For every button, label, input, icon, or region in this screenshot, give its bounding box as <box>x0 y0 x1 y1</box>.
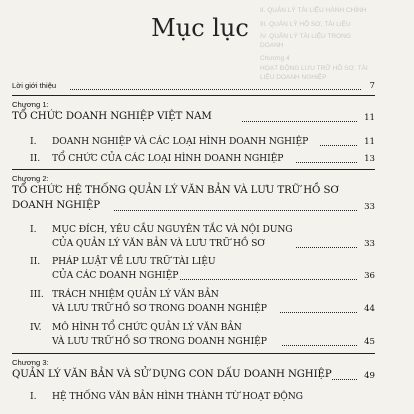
bleed-line: II. QUẢN LÝ TÀI LIỆU HÀNH CHÍNH <box>260 7 367 14</box>
item-text: VÀ LƯU TRỮ HỒ SƠ TRONG DOANH NGHIỆP <box>52 336 267 347</box>
page-number: 33 <box>364 202 375 212</box>
dot-leader <box>332 379 357 380</box>
item-number: II. <box>30 153 41 164</box>
page-number: 44 <box>364 304 375 314</box>
chapter-2-label <box>12 174 375 184</box>
item-number: I. <box>30 136 37 147</box>
chapter-2-title-line-2 <box>12 200 375 214</box>
bleed-line: HOẠT ĐỘNG LƯU TRỮ HỒ SƠ, TÀI LIỆU DOANH NGHIỆP <box>260 65 368 81</box>
dot-leader <box>282 345 357 346</box>
item-text: DOANH NGHIỆP VÀ CÁC LOẠI HÌNH DOANH NGHIỆP <box>52 136 309 147</box>
chapter-title: TỔ CHỨC HỆ THỐNG QUẢN LÝ VĂN BẢN VÀ LƯU TRỮ HỒ SƠ <box>12 185 339 196</box>
page-number: 36 <box>364 271 375 281</box>
toc-item <box>12 136 375 150</box>
page-number: 7 <box>369 81 375 91</box>
item-number: IV. <box>30 322 42 333</box>
bleed-line: IV. QUẢN LÝ TÀI LIỆU TRONG DOANH <box>260 33 351 49</box>
dot-leader <box>320 145 357 146</box>
bleed-line: III. QUẢN LÝ HỒ SƠ, TÀI LIỆU <box>260 21 351 28</box>
page-number: 33 <box>364 239 375 249</box>
chapter-title: DOANH NGHIỆP <box>12 200 100 211</box>
chapter-title: QUẢN LÝ VĂN BẢN VÀ SỬ DỤNG CON DẤU DOANH NGHIỆP <box>12 369 332 380</box>
toc-item <box>12 224 375 252</box>
dot-leader <box>180 279 357 280</box>
divider <box>12 95 375 96</box>
dot-leader <box>114 210 357 211</box>
page-number: 45 <box>364 337 375 347</box>
item-text: MÔ HÌNH TỔ CHỨC QUẢN LÝ VĂN BẢN <box>52 322 242 333</box>
item-number: II. <box>30 256 41 267</box>
chapter-label: Chương 2: <box>12 174 49 183</box>
chapter-1-label <box>12 100 375 110</box>
item-text: VÀ LƯU TRỮ HỒ SƠ TRONG DOANH NGHIỆP <box>52 303 267 314</box>
item-text: PHÁP LUẬT VỀ LƯU TRỮ TÀI LIỆU <box>52 256 216 267</box>
dot-leader <box>280 312 357 313</box>
toc-item <box>12 322 375 350</box>
chapter-label: Chương 3: <box>12 358 49 367</box>
chapter-2-title-line-1 <box>12 185 375 199</box>
toc-item <box>12 153 375 167</box>
page-title: Mục lục <box>151 14 249 42</box>
chapter-3-title <box>12 369 375 383</box>
toc-entry-intro <box>12 81 375 93</box>
dot-leader <box>242 121 357 122</box>
divider <box>12 353 375 354</box>
chapter-1-title <box>12 111 375 125</box>
toc-item <box>12 391 375 405</box>
item-number: I. <box>30 224 37 235</box>
item-text: HỆ THỐNG VĂN BẢN HÌNH THÀNH TỪ HOẠT ĐỘNG <box>52 391 303 402</box>
item-text: CỦA QUẢN LÝ VĂN BẢN VÀ LƯU TRỮ HỒ SƠ <box>52 238 265 249</box>
item-text: CỦA CÁC DOANH NGHIỆP <box>52 270 179 281</box>
divider <box>12 169 375 170</box>
intro-label: Lời giới thiệu <box>12 81 57 90</box>
dot-leader <box>296 162 357 163</box>
page-number: 13 <box>364 154 375 164</box>
item-number: I. <box>30 391 37 402</box>
toc-item <box>12 289 375 317</box>
item-number: III. <box>30 289 44 300</box>
item-text: TỔ CHỨC CỦA CÁC LOẠI HÌNH DOANH NGHIỆP <box>52 153 284 164</box>
page-number: 11 <box>364 113 375 123</box>
chapter-3-label <box>12 358 375 368</box>
item-text: MỤC ĐÍCH, YÊU CẦU NGUYÊN TẮC VÀ NỘI DUNG <box>52 224 293 235</box>
dot-leader <box>296 247 357 248</box>
item-text: TRÁCH NHIỆM QUẢN LÝ VĂN BẢN <box>52 289 219 300</box>
chapter-label: Chương 1: <box>12 100 49 109</box>
toc-item <box>12 256 375 284</box>
page-number: 11 <box>364 137 375 147</box>
dot-leader <box>70 89 361 90</box>
bleed-line: Chương 4 <box>260 55 290 62</box>
page-number: 49 <box>364 371 375 381</box>
chapter-title: TỔ CHỨC DOANH NGHIỆP VIỆT NAM <box>12 111 212 122</box>
